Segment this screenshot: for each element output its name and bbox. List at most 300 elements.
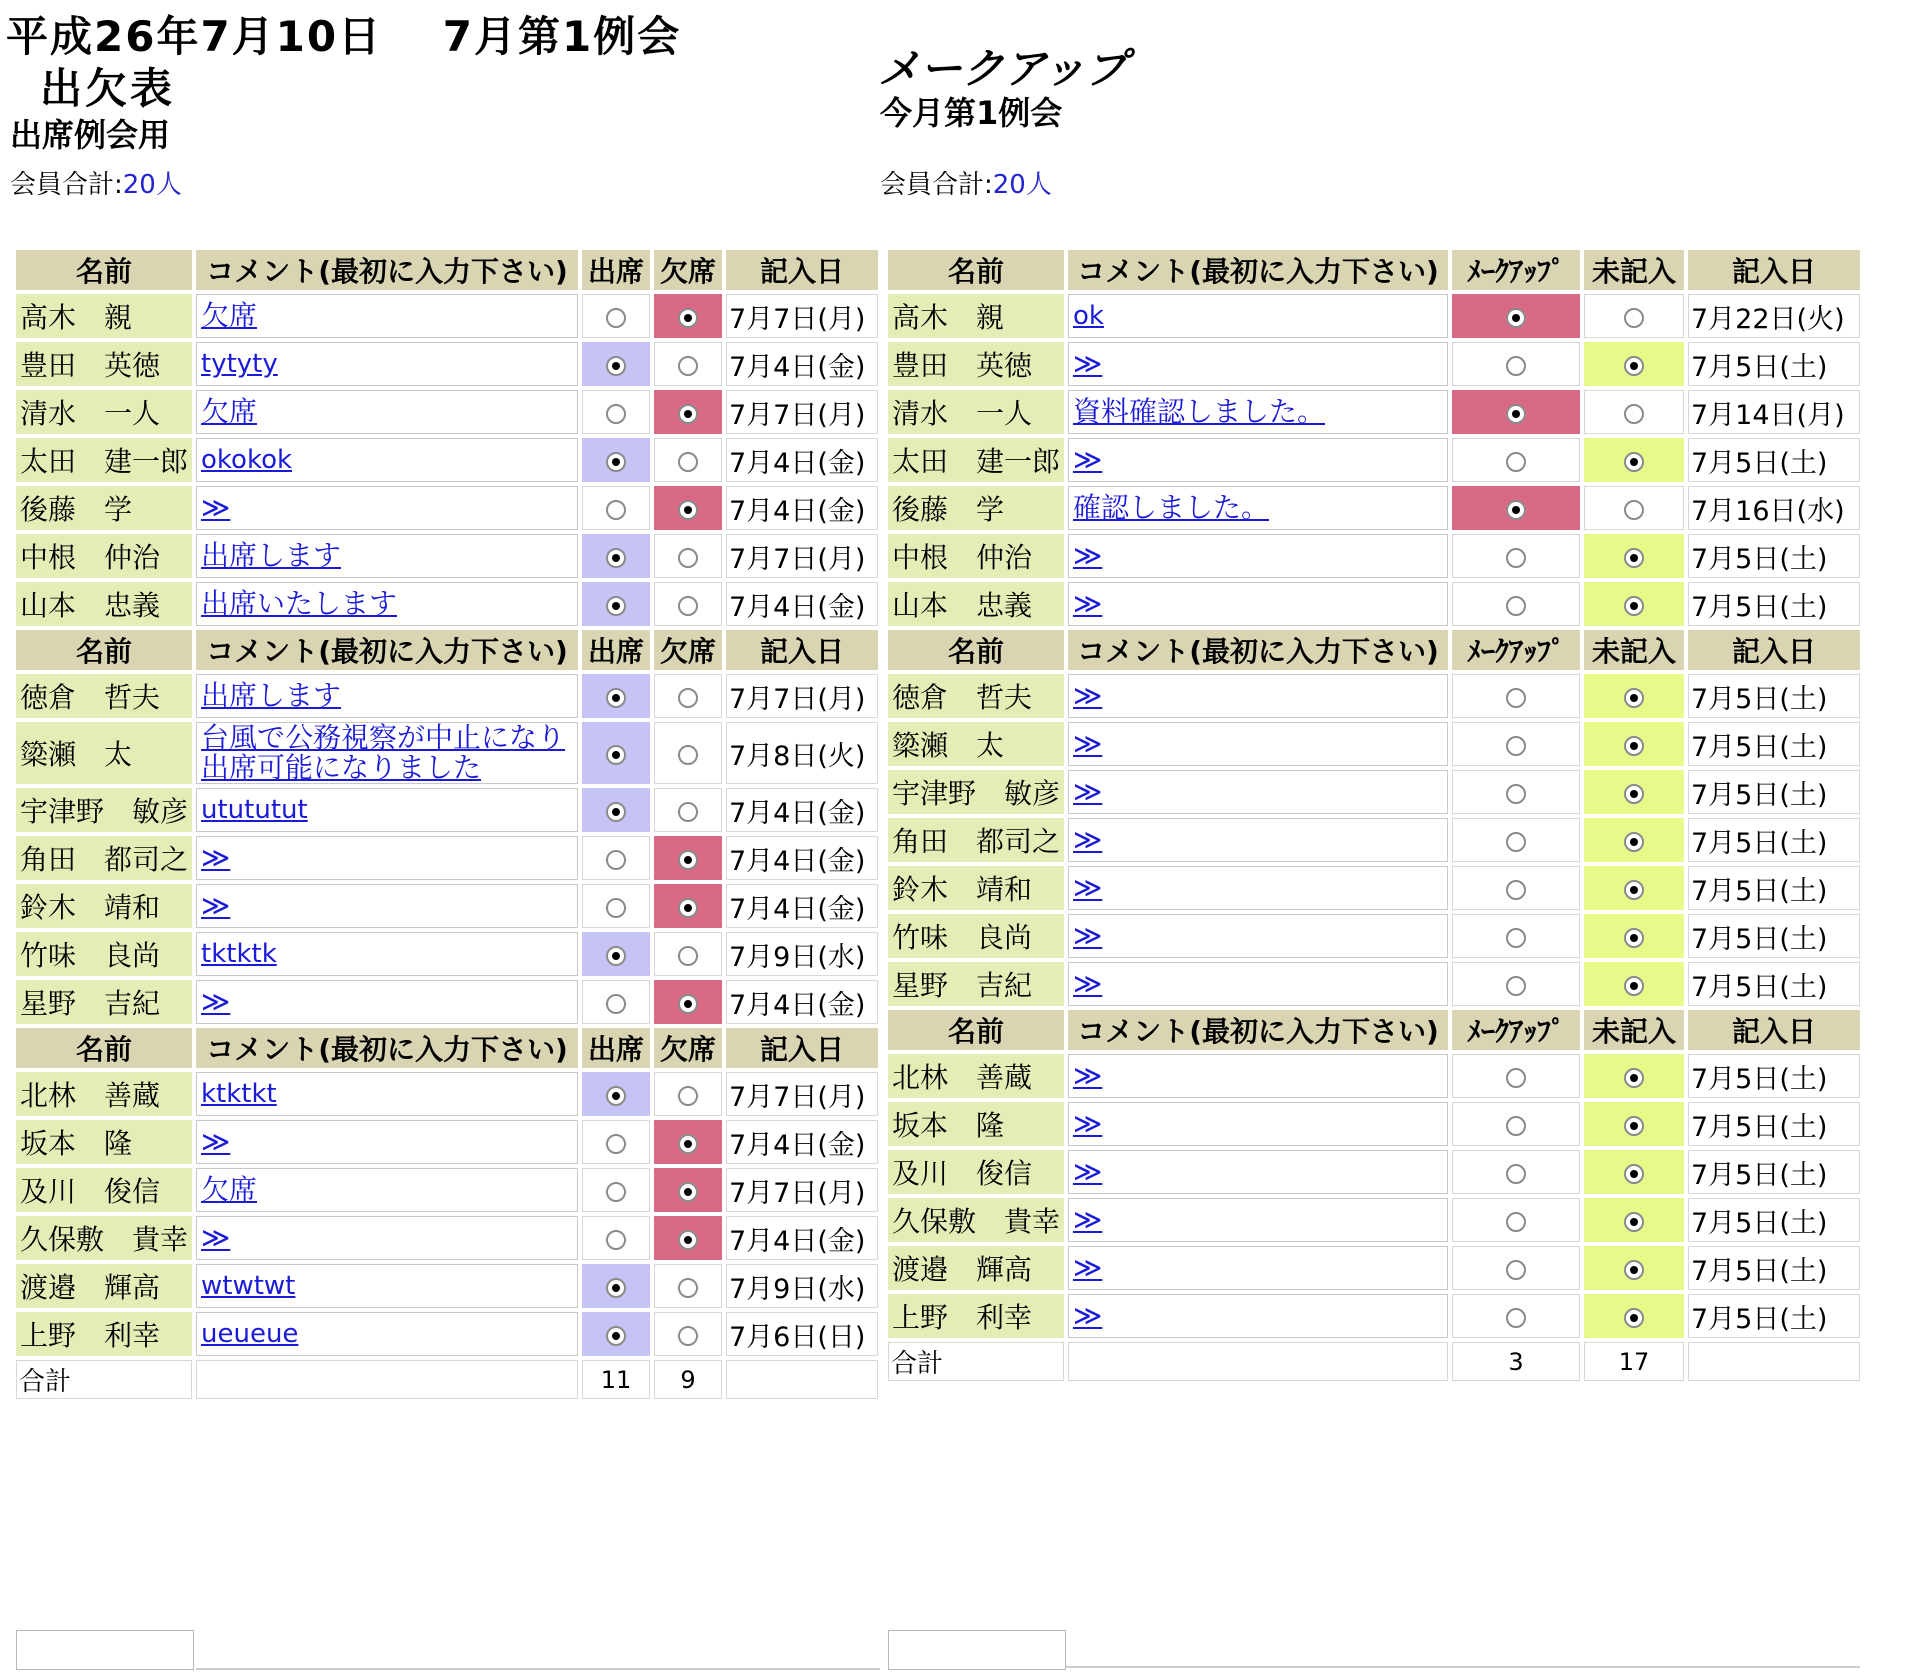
page-subtitle: 出欠表: [40, 64, 176, 113]
column-header: 欠席: [654, 250, 722, 290]
radio-cell[interactable]: [1584, 722, 1684, 766]
radio-cell[interactable]: [582, 980, 650, 1024]
radio-cell[interactable]: [1584, 390, 1684, 434]
radio-checked-icon[interactable]: [1624, 880, 1644, 900]
radio-cell[interactable]: [654, 722, 722, 784]
radio-cell[interactable]: [654, 674, 722, 718]
member-name: 豊田 英徳: [888, 342, 1064, 386]
comment-link[interactable]: ≫: [1073, 1059, 1103, 1092]
table-row: [16, 674, 878, 718]
radio-unchecked-icon[interactable]: [1506, 880, 1526, 900]
radio-cell[interactable]: [582, 534, 650, 578]
table-row: [16, 980, 878, 1024]
comment-link[interactable]: tytyty: [201, 349, 278, 379]
radio-cell[interactable]: [654, 1072, 722, 1116]
radio-cell[interactable]: [654, 438, 722, 482]
radio-unchecked-icon[interactable]: [678, 356, 698, 376]
table-row: [888, 1198, 1860, 1242]
comment-link[interactable]: 台風で公務視察が中止になり出席可能になりました: [201, 722, 566, 784]
comment-link[interactable]: ok: [1073, 301, 1104, 331]
total-label: 合計: [888, 1342, 1064, 1381]
radio-checked-icon[interactable]: [606, 356, 626, 376]
total-row: [16, 1360, 878, 1399]
entry-date: 7月5日(土): [1688, 1054, 1860, 1098]
radio-cell[interactable]: [654, 884, 722, 928]
radio-cell[interactable]: [1584, 1150, 1684, 1194]
radio-checked-icon[interactable]: [1624, 1260, 1644, 1280]
total-blank: 17: [1584, 1342, 1684, 1381]
radio-checked-icon[interactable]: [1506, 308, 1526, 328]
table-row: [16, 342, 878, 386]
radio-checked-icon[interactable]: [606, 1086, 626, 1106]
member-name: 坂本 隆: [16, 1120, 192, 1164]
radio-checked-icon[interactable]: [678, 850, 698, 870]
radio-unchecked-icon[interactable]: [678, 1326, 698, 1346]
radio-cell[interactable]: [1584, 486, 1684, 530]
attendance-member-total: [10, 164, 182, 201]
column-header: 欠席: [654, 630, 722, 670]
comment-link[interactable]: ≫: [1073, 1155, 1103, 1188]
radio-cell[interactable]: [1452, 1198, 1580, 1242]
radio-cell[interactable]: [582, 486, 650, 530]
radio-cell[interactable]: [1584, 534, 1684, 578]
radio-cell[interactable]: [1452, 1102, 1580, 1146]
comment-link[interactable]: utututut: [201, 795, 308, 825]
table-row: [16, 534, 878, 578]
radio-cell[interactable]: [1584, 770, 1684, 814]
radio-cell[interactable]: [1584, 1246, 1684, 1290]
radio-cell[interactable]: [1584, 914, 1684, 958]
radio-cell[interactable]: [654, 980, 722, 1024]
radio-checked-icon[interactable]: [1624, 1068, 1644, 1088]
radio-checked-icon[interactable]: [606, 596, 626, 616]
table-row: [888, 1102, 1860, 1146]
makeup-blank-field[interactable]: [888, 1630, 1066, 1670]
comment-link[interactable]: ≫: [1073, 587, 1103, 620]
comment-link[interactable]: ≫: [1073, 919, 1103, 952]
radio-unchecked-icon[interactable]: [1506, 736, 1526, 756]
entry-date: 7月5日(土): [1688, 1150, 1860, 1194]
comment-cell: [196, 1120, 578, 1164]
radio-unchecked-icon[interactable]: [678, 745, 698, 765]
comment-link[interactable]: wtwtwt: [201, 1271, 296, 1301]
comment-link[interactable]: ≫: [201, 1125, 231, 1158]
page-title: 平成26年7月10日 7月第1例会: [6, 12, 682, 61]
radio-unchecked-icon[interactable]: [606, 994, 626, 1014]
radio-checked-icon[interactable]: [1624, 784, 1644, 804]
member-name: 宇津野 敏彦: [16, 788, 192, 832]
member-name: 星野 吉紀: [888, 962, 1064, 1006]
radio-cell[interactable]: [1452, 674, 1580, 718]
member-name: 坂本 隆: [888, 1102, 1064, 1146]
radio-unchecked-icon[interactable]: [606, 850, 626, 870]
radio-cell[interactable]: [1452, 1150, 1580, 1194]
radio-cell[interactable]: [1452, 962, 1580, 1006]
radio-cell[interactable]: [1452, 486, 1580, 530]
attendance-blank-field[interactable]: [16, 1630, 194, 1670]
comment-link[interactable]: ≫: [201, 889, 231, 922]
comment-link[interactable]: ≫: [1073, 1251, 1103, 1284]
radio-cell[interactable]: [1584, 342, 1684, 386]
radio-unchecked-icon[interactable]: [1506, 356, 1526, 376]
radio-cell[interactable]: [1452, 770, 1580, 814]
comment-link[interactable]: ≫: [1073, 539, 1103, 572]
radio-checked-icon[interactable]: [1624, 1212, 1644, 1232]
comment-link[interactable]: okokok: [201, 445, 293, 475]
radio-unchecked-icon[interactable]: [1624, 404, 1644, 424]
radio-checked-icon[interactable]: [678, 994, 698, 1014]
member-name: 太田 建一郎: [888, 438, 1064, 482]
radio-cell[interactable]: [1584, 1102, 1684, 1146]
radio-cell[interactable]: [654, 1312, 722, 1356]
radio-unchecked-icon[interactable]: [1506, 784, 1526, 804]
radio-checked-icon[interactable]: [1624, 452, 1644, 472]
radio-unchecked-icon[interactable]: [606, 1134, 626, 1154]
entry-date: 7月5日(土): [1688, 582, 1860, 626]
radio-cell[interactable]: [582, 722, 650, 784]
radio-checked-icon[interactable]: [678, 404, 698, 424]
radio-unchecked-icon[interactable]: [678, 688, 698, 708]
radio-cell[interactable]: [1584, 582, 1684, 626]
radio-unchecked-icon[interactable]: [1506, 548, 1526, 568]
radio-cell[interactable]: [1452, 1294, 1580, 1338]
radio-cell[interactable]: [1452, 390, 1580, 434]
column-header: 記入日: [726, 250, 878, 290]
comment-link[interactable]: ≫: [201, 491, 231, 524]
table-row: [16, 582, 878, 626]
entry-date: 7月7日(月): [726, 534, 878, 578]
radio-cell[interactable]: [582, 1264, 650, 1308]
table-row: [16, 788, 878, 832]
entry-date: 7月5日(土): [1688, 1102, 1860, 1146]
comment-cell: [1068, 534, 1448, 578]
radio-cell[interactable]: [582, 1312, 650, 1356]
divider: [196, 1668, 880, 1670]
header-row: [888, 250, 1860, 290]
radio-unchecked-icon[interactable]: [1624, 308, 1644, 328]
header-row: [16, 630, 878, 670]
attendance-table: [12, 246, 882, 1403]
radio-checked-icon[interactable]: [678, 898, 698, 918]
comment-cell: [196, 534, 578, 578]
entry-date: 7月5日(土): [1688, 342, 1860, 386]
radio-cell[interactable]: [582, 390, 650, 434]
member-name: 鈴木 靖和: [888, 866, 1064, 910]
member-name: 上野 利幸: [16, 1312, 192, 1356]
radio-cell[interactable]: [1452, 1054, 1580, 1098]
entry-date: 7月7日(月): [726, 1168, 878, 1212]
radio-cell[interactable]: [654, 1264, 722, 1308]
radio-checked-icon[interactable]: [1624, 832, 1644, 852]
table-row: [16, 1072, 878, 1116]
radio-cell[interactable]: [654, 932, 722, 976]
radio-unchecked-icon[interactable]: [1506, 1308, 1526, 1328]
radio-checked-icon[interactable]: [606, 452, 626, 472]
comment-cell: [196, 438, 578, 482]
entry-date: 7月14日(月): [1688, 390, 1860, 434]
comment-cell: [1068, 674, 1448, 718]
table-row: [16, 390, 878, 434]
column-header: コメント(最初に入力下さい): [196, 250, 578, 290]
entry-date: 7月7日(月): [726, 294, 878, 338]
radio-checked-icon[interactable]: [1624, 928, 1644, 948]
comment-cell: [1068, 582, 1448, 626]
radio-checked-icon[interactable]: [678, 1230, 698, 1250]
radio-cell[interactable]: [654, 342, 722, 386]
comment-link[interactable]: ≫: [1073, 1203, 1103, 1236]
radio-unchecked-icon[interactable]: [606, 308, 626, 328]
radio-checked-icon[interactable]: [1624, 736, 1644, 756]
radio-cell[interactable]: [654, 390, 722, 434]
comment-cell: [1068, 866, 1448, 910]
radio-unchecked-icon[interactable]: [1506, 1164, 1526, 1184]
radio-cell[interactable]: [582, 932, 650, 976]
radio-checked-icon[interactable]: [606, 548, 626, 568]
radio-cell[interactable]: [1584, 1294, 1684, 1338]
radio-cell[interactable]: [654, 294, 722, 338]
comment-link[interactable]: ≫: [201, 985, 231, 1018]
radio-unchecked-icon[interactable]: [678, 452, 698, 472]
radio-cell[interactable]: [1452, 438, 1580, 482]
radio-checked-icon[interactable]: [1624, 548, 1644, 568]
member-name: 中根 仲治: [888, 534, 1064, 578]
radio-cell[interactable]: [654, 534, 722, 578]
member-name: 角田 都司之: [16, 836, 192, 880]
column-header: 名前: [16, 250, 192, 290]
radio-unchecked-icon[interactable]: [1506, 1260, 1526, 1280]
radio-checked-icon[interactable]: [1506, 500, 1526, 520]
entry-date: 7月9日(水): [726, 932, 878, 976]
table-row: [888, 914, 1860, 958]
radio-checked-icon[interactable]: [1624, 356, 1644, 376]
table-row: [888, 534, 1860, 578]
comment-link[interactable]: ≫: [1073, 1299, 1103, 1332]
comment-link[interactable]: ktktkt: [201, 1079, 277, 1109]
radio-cell[interactable]: [1584, 438, 1684, 482]
radio-cell[interactable]: [1452, 294, 1580, 338]
entry-date: 7月5日(土): [1688, 866, 1860, 910]
total-row: [888, 1342, 1860, 1381]
comment-link[interactable]: 欠席: [201, 299, 258, 332]
entry-date: 7月7日(月): [726, 1072, 878, 1116]
table-row: [16, 486, 878, 530]
radio-cell[interactable]: [654, 1168, 722, 1212]
radio-cell[interactable]: [1584, 962, 1684, 1006]
radio-cell[interactable]: [1452, 582, 1580, 626]
radio-cell[interactable]: [1452, 818, 1580, 862]
comment-link[interactable]: 欠席: [201, 395, 258, 428]
radio-cell[interactable]: [582, 1072, 650, 1116]
radio-cell[interactable]: [654, 486, 722, 530]
table-row: [888, 390, 1860, 434]
header-row: [16, 1028, 878, 1068]
radio-unchecked-icon[interactable]: [678, 596, 698, 616]
radio-unchecked-icon[interactable]: [1506, 928, 1526, 948]
entry-date: 7月4日(金): [726, 486, 878, 530]
radio-unchecked-icon[interactable]: [1506, 596, 1526, 616]
radio-unchecked-icon[interactable]: [1624, 500, 1644, 520]
member-name: 及川 俊信: [888, 1150, 1064, 1194]
comment-link[interactable]: ≫: [1073, 1107, 1103, 1140]
radio-cell[interactable]: [1584, 294, 1684, 338]
radio-checked-icon[interactable]: [1624, 1164, 1644, 1184]
comment-link[interactable]: tktktk: [201, 939, 277, 969]
column-header: ﾒｰｸｱｯﾌﾟ: [1452, 1010, 1580, 1050]
column-header: 記入日: [1688, 1010, 1860, 1050]
member-total-label: 会員合計:: [10, 170, 123, 200]
radio-cell[interactable]: [1452, 866, 1580, 910]
radio-cell[interactable]: [1452, 914, 1580, 958]
column-header: コメント(最初に入力下さい): [1068, 250, 1448, 290]
radio-unchecked-icon[interactable]: [606, 1182, 626, 1202]
radio-cell[interactable]: [1452, 722, 1580, 766]
radio-cell[interactable]: [654, 1216, 722, 1260]
radio-unchecked-icon[interactable]: [606, 404, 626, 424]
comment-link[interactable]: 出席いたします: [201, 587, 398, 620]
radio-checked-icon[interactable]: [606, 802, 626, 822]
radio-unchecked-icon[interactable]: [1506, 1068, 1526, 1088]
radio-cell[interactable]: [582, 294, 650, 338]
radio-cell[interactable]: [1584, 1054, 1684, 1098]
member-name: 北林 善蔵: [888, 1054, 1064, 1098]
radio-cell[interactable]: [582, 342, 650, 386]
entry-date: 7月4日(金): [726, 342, 878, 386]
comment-link[interactable]: ≫: [1073, 871, 1103, 904]
radio-checked-icon[interactable]: [606, 1278, 626, 1298]
radio-checked-icon[interactable]: [606, 1326, 626, 1346]
comment-link[interactable]: ≫: [201, 1221, 231, 1254]
radio-checked-icon[interactable]: [606, 688, 626, 708]
table-row: [888, 294, 1860, 338]
comment-cell: [1068, 770, 1448, 814]
radio-unchecked-icon[interactable]: [1506, 832, 1526, 852]
total-attend: 11: [582, 1360, 650, 1399]
comment-cell: [196, 486, 578, 530]
column-header: コメント(最初に入力下さい): [196, 1028, 578, 1068]
radio-checked-icon[interactable]: [606, 946, 626, 966]
radio-cell[interactable]: [654, 1120, 722, 1164]
column-header: 出席: [582, 1028, 650, 1068]
radio-unchecked-icon[interactable]: [678, 1278, 698, 1298]
member-name: 簗瀬 太: [888, 722, 1064, 766]
comment-link[interactable]: 出席します: [201, 679, 342, 712]
radio-unchecked-icon[interactable]: [1506, 976, 1526, 996]
radio-checked-icon[interactable]: [1624, 1308, 1644, 1328]
member-name: 後藤 学: [888, 486, 1064, 530]
radio-cell[interactable]: [582, 674, 650, 718]
comment-cell: [1068, 486, 1448, 530]
radio-unchecked-icon[interactable]: [1506, 1212, 1526, 1232]
comment-cell: [1068, 1150, 1448, 1194]
comment-cell: [196, 980, 578, 1024]
radio-cell[interactable]: [582, 836, 650, 880]
makeup-title: メークアップ: [878, 44, 1128, 93]
column-header: 記入日: [1688, 250, 1860, 290]
radio-checked-icon[interactable]: [678, 1182, 698, 1202]
radio-cell[interactable]: [582, 582, 650, 626]
comment-link[interactable]: ≫: [1073, 443, 1103, 476]
comment-link[interactable]: ≫: [1073, 775, 1103, 808]
radio-cell[interactable]: [1584, 818, 1684, 862]
radio-unchecked-icon[interactable]: [606, 500, 626, 520]
radio-cell[interactable]: [1452, 342, 1580, 386]
entry-date: 7月4日(金): [726, 1120, 878, 1164]
comment-cell: [196, 1264, 578, 1308]
column-header: 記入日: [726, 630, 878, 670]
entry-date: 7月5日(土): [1688, 438, 1860, 482]
radio-cell[interactable]: [1452, 1246, 1580, 1290]
radio-cell[interactable]: [582, 884, 650, 928]
radio-checked-icon[interactable]: [678, 500, 698, 520]
radio-unchecked-icon[interactable]: [1506, 688, 1526, 708]
comment-link[interactable]: ≫: [1073, 679, 1103, 712]
entry-date: 7月5日(土): [1688, 914, 1860, 958]
radio-checked-icon[interactable]: [1624, 1116, 1644, 1136]
table-row: [16, 1312, 878, 1356]
radio-checked-icon[interactable]: [1624, 688, 1644, 708]
radio-unchecked-icon[interactable]: [1506, 452, 1526, 472]
radio-cell[interactable]: [582, 1168, 650, 1212]
table-row: [888, 674, 1860, 718]
radio-checked-icon[interactable]: [1506, 404, 1526, 424]
comment-link[interactable]: ≫: [1073, 347, 1103, 380]
radio-cell[interactable]: [582, 438, 650, 482]
radio-cell[interactable]: [582, 1120, 650, 1164]
member-total-count: 20人: [122, 170, 182, 200]
table-row: [888, 486, 1860, 530]
comment-link[interactable]: ≫: [1073, 727, 1103, 760]
entry-date: 7月5日(土): [1688, 1246, 1860, 1290]
radio-unchecked-icon[interactable]: [678, 946, 698, 966]
radio-cell[interactable]: [1584, 1198, 1684, 1242]
table-row: [888, 722, 1860, 766]
member-total-count: 20人: [992, 170, 1052, 200]
comment-link[interactable]: ≫: [201, 841, 231, 874]
comment-link[interactable]: 欠席: [201, 1173, 258, 1206]
radio-cell[interactable]: [654, 788, 722, 832]
radio-cell[interactable]: [1584, 866, 1684, 910]
radio-cell[interactable]: [654, 836, 722, 880]
radio-unchecked-icon[interactable]: [606, 1230, 626, 1250]
radio-unchecked-icon[interactable]: [678, 548, 698, 568]
radio-unchecked-icon[interactable]: [1506, 1116, 1526, 1136]
radio-unchecked-icon[interactable]: [678, 802, 698, 822]
column-header: 名前: [888, 1010, 1064, 1050]
column-header: 記入日: [1688, 630, 1860, 670]
radio-unchecked-icon[interactable]: [678, 1086, 698, 1106]
radio-checked-icon[interactable]: [1624, 976, 1644, 996]
radio-cell[interactable]: [1584, 674, 1684, 718]
comment-cell: [1068, 390, 1448, 434]
member-name: 太田 建一郎: [16, 438, 192, 482]
radio-cell[interactable]: [1452, 534, 1580, 578]
radio-checked-icon[interactable]: [678, 1134, 698, 1154]
radio-cell[interactable]: [654, 582, 722, 626]
radio-cell[interactable]: [582, 1216, 650, 1260]
radio-unchecked-icon[interactable]: [606, 898, 626, 918]
comment-link[interactable]: 確認しました。: [1073, 491, 1270, 524]
radio-checked-icon[interactable]: [606, 745, 626, 765]
radio-checked-icon[interactable]: [1624, 596, 1644, 616]
member-name: 星野 吉紀: [16, 980, 192, 1024]
comment-link[interactable]: ≫: [1073, 967, 1103, 1000]
radio-cell[interactable]: [582, 788, 650, 832]
comment-link[interactable]: ≫: [1073, 823, 1103, 856]
comment-link[interactable]: ueueue: [201, 1319, 299, 1349]
comment-link[interactable]: 資料確認しました。: [1073, 395, 1326, 428]
comment-link[interactable]: 出席します: [201, 539, 342, 572]
radio-checked-icon[interactable]: [678, 308, 698, 328]
